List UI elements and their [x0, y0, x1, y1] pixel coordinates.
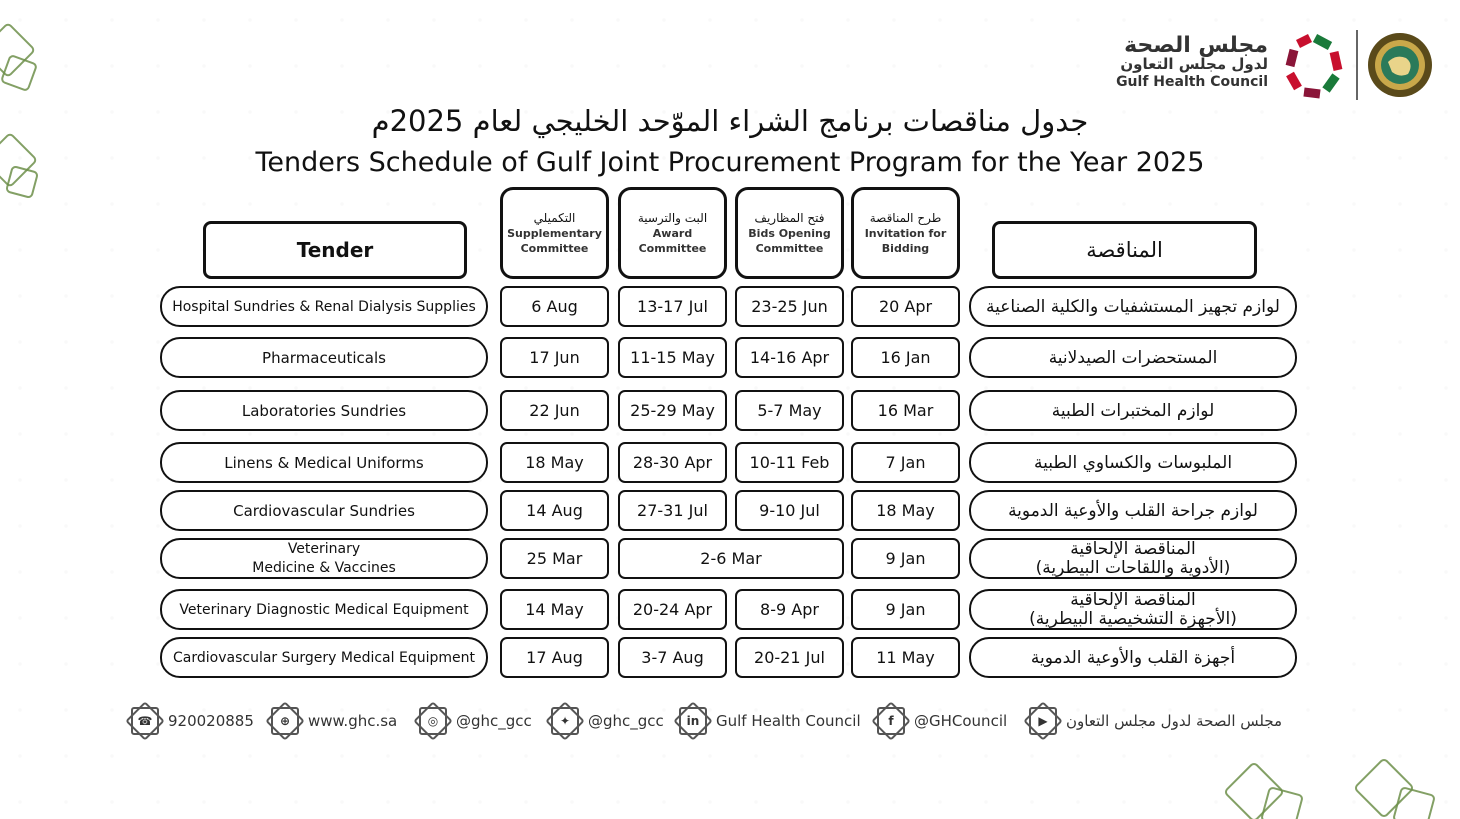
award-date: 25-29 May: [618, 390, 727, 431]
bids-opening-date: 10-11 Feb: [735, 442, 844, 483]
tender-name-en: Cardiovascular Surgery Medical Equipment: [160, 637, 488, 678]
tender-name-ar: لوازم المختبرات الطبية: [969, 390, 1297, 431]
tender-name-ar: [969, 589, 1297, 630]
tender-name-en: Cardiovascular Sundries: [160, 490, 488, 531]
invitation-date: 7 Jan: [851, 442, 960, 483]
supplementary-date: 6 Aug: [500, 286, 609, 327]
footer-website[interactable]: [268, 702, 397, 740]
gcc-emblem-icon: [1366, 30, 1434, 100]
column-header-award: [618, 187, 727, 279]
tender-name-en: Veterinary Diagnostic Medical Equipment: [160, 589, 488, 630]
globe-icon: ⊕: [268, 704, 302, 738]
tender-name-en: Pharmaceuticals: [160, 337, 488, 378]
logo-arabic-title: مجلس الصحة: [1124, 33, 1268, 58]
footer-linkedin[interactable]: [676, 702, 861, 740]
tender-name-line2: (الأدوية واللقاحات البيطرية): [1035, 557, 1231, 578]
bids-opening-date: 9-10 Jul: [735, 490, 844, 531]
supplementary-date: 22 Jun: [500, 390, 609, 431]
footer-instagram[interactable]: [416, 702, 532, 740]
youtube-icon: ▶: [1026, 704, 1060, 738]
invitation-date: 18 May: [851, 490, 960, 531]
youtube-channel: مجلس الصحة لدول مجلس التعاون: [1066, 712, 1283, 730]
tender-name-line2: (الأجهزة التشخيصية البيطرية): [1029, 608, 1237, 629]
logo-arabic-subtitle: لدول مجلس التعاون: [1120, 55, 1268, 74]
column-header-invitation: [851, 187, 960, 279]
phone-number: 920020885: [168, 712, 254, 730]
column-header-ar: البت والترسية: [637, 211, 708, 225]
tender-name-line1: المناقصة الإلحاقية: [1070, 538, 1196, 559]
column-header-ar: التكميلي: [533, 211, 576, 225]
supplementary-date: 25 Mar: [500, 538, 609, 579]
award-date: 28-30 Apr: [618, 442, 727, 483]
logo-divider: [1356, 30, 1358, 100]
website-link: www.ghc.sa: [308, 712, 398, 730]
invitation-date: 11 May: [851, 637, 960, 678]
ghc-emblem-icon: [1282, 30, 1348, 100]
supplementary-date: 17 Aug: [500, 637, 609, 678]
invitation-date: 9 Jan: [851, 589, 960, 630]
invitation-date: 9 Jan: [851, 538, 960, 579]
column-header-en: Supplementary Committee: [507, 227, 602, 255]
linkedin-icon: in: [676, 704, 710, 738]
tender-name-ar: [969, 538, 1297, 579]
facebook-icon: f: [874, 704, 908, 738]
tender-header-en: Tender: [203, 221, 467, 279]
column-header-en: Invitation for Bidding: [864, 227, 947, 255]
supplementary-date: 18 May: [500, 442, 609, 483]
tender-name-en: Laboratories Sundries: [160, 390, 488, 431]
page-title-arabic: جدول مناقصات برنامج الشراء الموّحد الخليجي لعام 2025م: [371, 104, 1089, 138]
tender-name-ar: لوازم جراحة القلب والأوعية الدموية: [969, 490, 1297, 531]
bids-opening-date: 14-16 Apr: [735, 337, 844, 378]
twitter-icon: ✦: [548, 704, 582, 738]
column-header-en: Award Committee: [638, 227, 707, 255]
bids-opening-date: 20-21 Jul: [735, 637, 844, 678]
column-header-ar: فتح المظاريف: [754, 211, 825, 225]
footer-twitter[interactable]: [548, 702, 664, 740]
bids-opening-date: 23-25 Jun: [735, 286, 844, 327]
tender-name-ar: أجهزة القلب والأوعية الدموية: [969, 637, 1297, 678]
tender-header-ar: المناقصة: [992, 221, 1257, 279]
instagram-handle: @ghc_gcc: [456, 712, 532, 730]
column-header-bids-opening: [735, 187, 844, 279]
award-date: 11-15 May: [618, 337, 727, 378]
phone-icon: ☎: [128, 704, 162, 738]
tender-name-line2: Medicine & Vaccines: [252, 559, 396, 576]
award-date: 27-31 Jul: [618, 490, 727, 531]
logo-english-name: Gulf Health Council: [1116, 73, 1268, 90]
tender-name-en: [160, 538, 488, 579]
twitter-handle: @ghc_gcc: [588, 712, 664, 730]
tender-name-ar: لوازم تجهيز المستشفيات والكلية الصناعية: [969, 286, 1297, 327]
column-header-en: Bids Opening Committee: [748, 227, 831, 255]
ghc-logo-text: [1116, 34, 1268, 90]
column-header-supplementary: [500, 187, 609, 279]
tender-name-ar: الملبوسات والكساوي الطبية: [969, 442, 1297, 483]
linkedin-name: Gulf Health Council: [716, 712, 861, 730]
award-date: 3-7 Aug: [618, 637, 727, 678]
award-and-opening-date: 2-6 Mar: [618, 538, 844, 579]
supplementary-date: 14 May: [500, 589, 609, 630]
supplementary-date: 17 Jun: [500, 337, 609, 378]
tender-name-ar: المستحضرات الصيدلانية: [969, 337, 1297, 378]
facebook-handle: @GHCouncil: [914, 712, 1008, 730]
tender-name-en: Linens & Medical Uniforms: [160, 442, 488, 483]
invitation-date: 16 Jan: [851, 337, 960, 378]
footer-facebook[interactable]: [874, 702, 1007, 740]
tender-name-line1: Veterinary: [287, 540, 361, 557]
page-title-english: Tenders Schedule of Gulf Joint Procurement Program for the Year 2025: [255, 147, 1205, 178]
tender-name-line1: المناقصة الإلحاقية: [1070, 589, 1196, 610]
invitation-date: 20 Apr: [851, 286, 960, 327]
footer-phone[interactable]: [128, 702, 254, 740]
award-date: 13-17 Jul: [618, 286, 727, 327]
award-date: 20-24 Apr: [618, 589, 727, 630]
supplementary-date: 14 Aug: [500, 490, 609, 531]
tender-name-en: Hospital Sundries & Renal Dialysis Supplies: [160, 286, 488, 327]
bids-opening-date: 8-9 Apr: [735, 589, 844, 630]
instagram-icon: ◎: [416, 704, 450, 738]
invitation-date: 16 Mar: [851, 390, 960, 431]
bids-opening-date: 5-7 May: [735, 390, 844, 431]
column-header-ar: طرح المناقصة: [869, 211, 942, 225]
footer-youtube[interactable]: [1026, 702, 1282, 740]
